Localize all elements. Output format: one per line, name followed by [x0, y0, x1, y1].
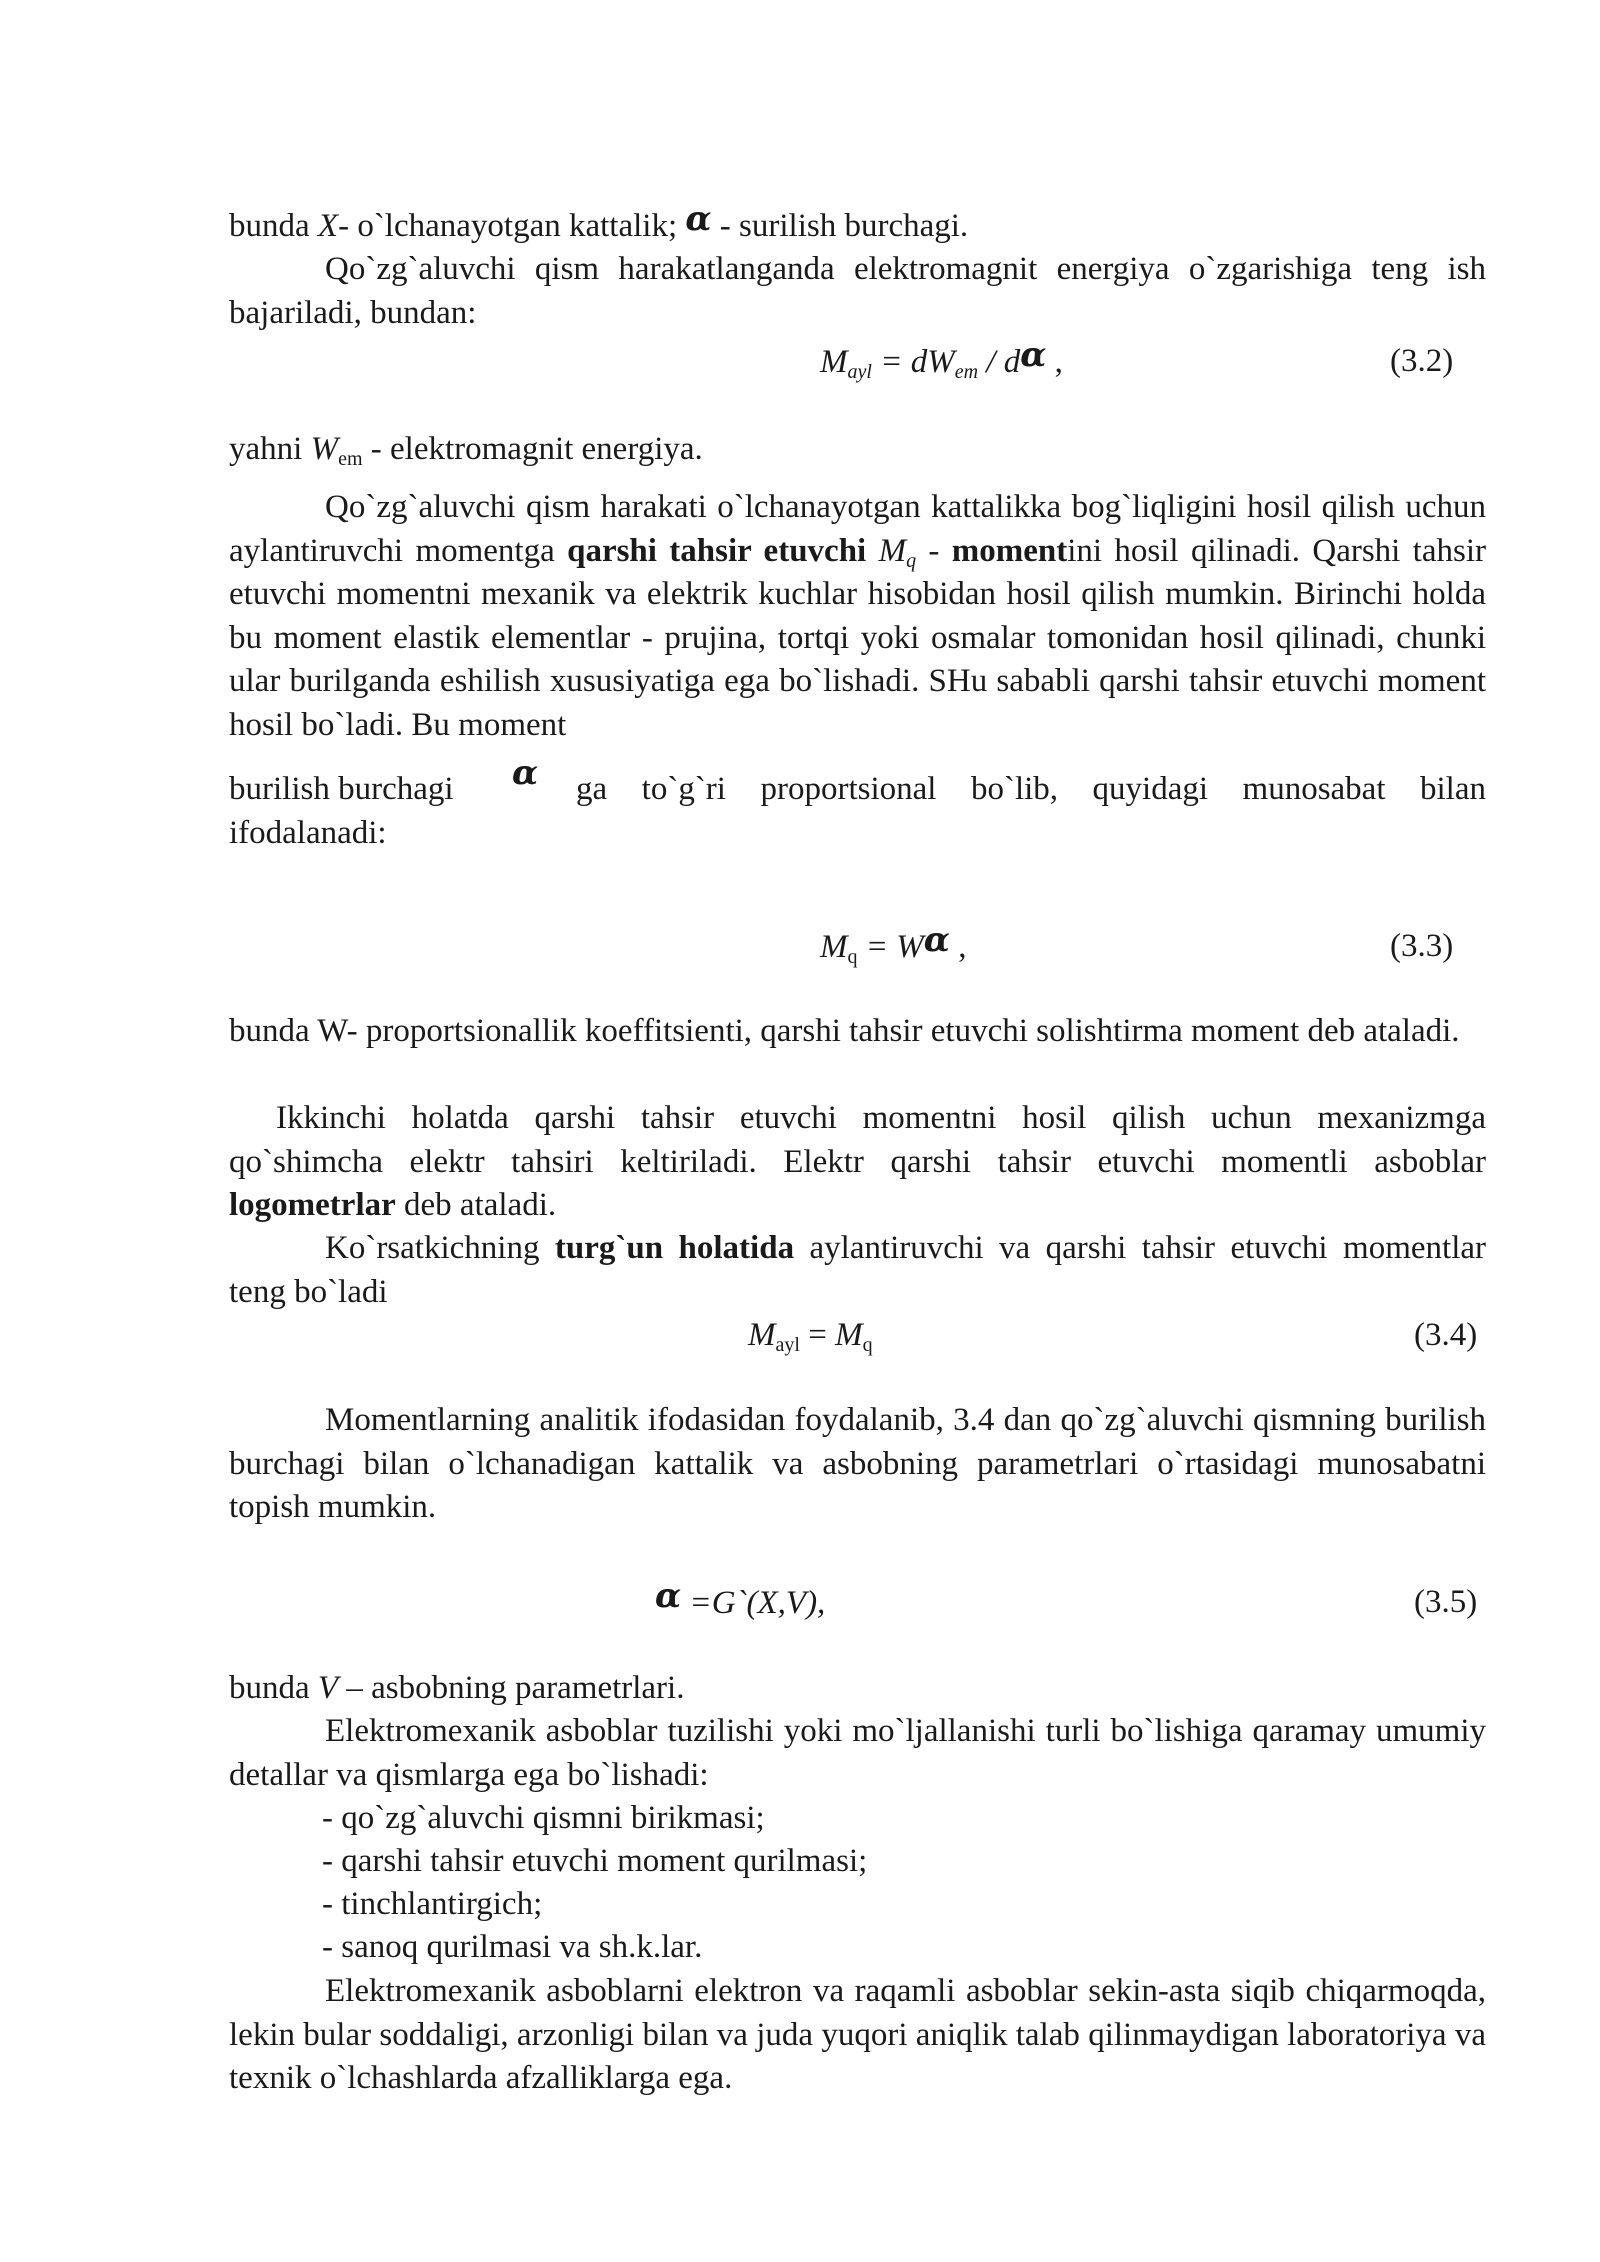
text: Ikkinchi holatda qarshi tahsir etuvchi momentni hosil qilish uchun mexanizmga qo`shimcha elektr tahsiri keltiriladi. Elektr qarshi tahsir etuvchi momentli asboblar: [229, 1100, 1486, 1180]
equation-part: ,: [1046, 344, 1063, 380]
text: deb ataladi.: [395, 1187, 557, 1223]
subscript: ayl: [847, 361, 872, 383]
paragraph-analytic: Momentlarning analitik ifodasidan foydalanib, 3.4 dan qo`zg`aluvchi qismning burilish burchagi bilan o`lchanadigan kattalik va asbobning parametrlari o`rtasidagi munosabatni topish mumkin.: [229, 1402, 1486, 1525]
alpha-symbol: α: [1020, 335, 1047, 375]
paragraph-w-coefficient: bunda W- proportsionallik koeffitsienti, qarshi tahsir etuvchi solishtirma moment deb ataladi.: [229, 1013, 1460, 1049]
equation-3-2: [820, 335, 1063, 385]
text: – asbobning parametrlari.: [338, 1670, 685, 1706]
equation-number: (3.2): [1390, 343, 1454, 379]
equation-part: / d: [978, 344, 1021, 380]
text: bunda: [229, 1670, 318, 1706]
bold-term: logometrlar: [229, 1187, 396, 1223]
subscript: q: [847, 946, 858, 968]
var-m: M: [820, 344, 848, 380]
subscript: q: [906, 549, 917, 572]
var-v: V: [317, 1670, 339, 1706]
equation-3-4: [748, 1314, 873, 1358]
equation-part: =: [799, 1317, 836, 1353]
text: Qo`zg`aluvchi qism harakati o`lchanayotgan kattalikka bog`liqligini hosil qilish uchun aylantiruvchi momentga: [229, 489, 1486, 569]
equation-part: ,: [949, 929, 967, 965]
var-m: M: [820, 929, 848, 965]
bold-term: moment: [951, 532, 1068, 569]
equation-part: = W: [857, 929, 924, 965]
equation-3-5: [655, 1576, 826, 1626]
alpha-symbol: α: [512, 753, 539, 793]
paragraph-conclusion: Elektromexanik asboblarni elektron va raqamli asboblar sekin-asta siqib chiqarmoqda, lekin bular soddaligi, arzonligi bilan va juda yuqori aniqlik talab qilinmaydigan laboratoriya va texnik o`lchashlarda afzalliklarga ega.: [229, 1973, 1486, 2096]
bold-term: qarshi tahsir etuvchi: [567, 532, 867, 569]
paragraph-definition-x: [229, 199, 1486, 249]
subscript: ayl: [775, 1334, 800, 1356]
text: burilish burchagi: [229, 771, 454, 807]
alpha-symbol: α: [655, 1576, 682, 1616]
var-x: X: [317, 208, 339, 244]
list-item: - sanoq qurilmasi va sh.k.lar.: [322, 1929, 703, 1965]
list-item: - tinchlantirgich;: [322, 1886, 543, 1922]
var-m: M: [835, 1317, 863, 1353]
text: aylantiruvchi va qarshi tahsir etuvchi momentlar teng bo`ladi: [229, 1230, 1487, 1310]
paragraph-proportional: ga to`g`ri proportsional bo`lib, quyidagi munosabat bilan ifodalanadi:: [229, 771, 1486, 851]
text: - o`lchanayotgan kattalik;: [338, 208, 686, 244]
text: Ko`rsatkichning: [325, 1230, 555, 1266]
paragraph-counter-moment: [229, 486, 1486, 747]
text: -: [916, 532, 952, 569]
var-m: M: [878, 532, 907, 569]
text: [866, 533, 878, 569]
text: ini hosil qilinadi. Qarshi tahsir etuvchi momentni mexanik va elektrik kuchlar hisobidan hosil qilish mumkin. Birinchi holda bu moment elastik elementlar - prujina, tortqi yoki osmalar tomonidan hosil qilinadi, chunki ular burilganda eshilish xususiyatiga ega bo`lishadi. SHu sababli qarshi tahsir etuvchi moment hosil bo`ladi. Bu moment: [229, 532, 1486, 743]
alpha-symbol: α: [685, 199, 712, 239]
paragraph-common-parts: Elektromexanik asboblar tuzilishi yoki mo`ljallanishi turli bo`lishiga qaramay umumiy detallar va qismlarga ega bo`lishadi:: [229, 1713, 1486, 1793]
equation-part: =G`(X,V),: [681, 1585, 826, 1621]
equation-number: (3.3): [1390, 928, 1454, 964]
equation-3-3: [820, 920, 967, 970]
paragraph-logometers: [229, 1097, 1486, 1228]
equation-part: = dW: [871, 344, 955, 380]
list-item: - qo`zg`aluvchi qismni birikmasi;: [322, 1800, 765, 1836]
text: bunda: [229, 208, 318, 244]
var-w: W: [310, 431, 339, 467]
alpha-symbol: α: [923, 920, 950, 960]
subscript: em: [338, 448, 363, 470]
bold-term: turg`un holatida: [554, 1230, 795, 1266]
equation-number: (3.4): [1414, 1317, 1478, 1353]
equation-number: (3.5): [1414, 1584, 1478, 1620]
paragraph-v-params: [229, 1667, 1486, 1711]
var-m: M: [748, 1317, 776, 1353]
text: - elektromagnit energiya.: [362, 431, 703, 467]
paragraph-steady-state: [229, 1227, 1486, 1314]
text: - surilish burchagi.: [711, 208, 969, 244]
text: yahni: [229, 431, 311, 467]
list-item: - qarshi tahsir etuvchi moment qurilmasi;: [322, 1843, 868, 1879]
paragraph-wem: [229, 428, 1486, 472]
paragraph-energy: Qo`zg`aluvchi qism harakatlanganda elektromagnit energiya o`zgarishiga teng ish bajariladi, bundan:: [229, 251, 1486, 331]
subscript: em: [954, 361, 979, 383]
subscript: q: [862, 1334, 873, 1356]
